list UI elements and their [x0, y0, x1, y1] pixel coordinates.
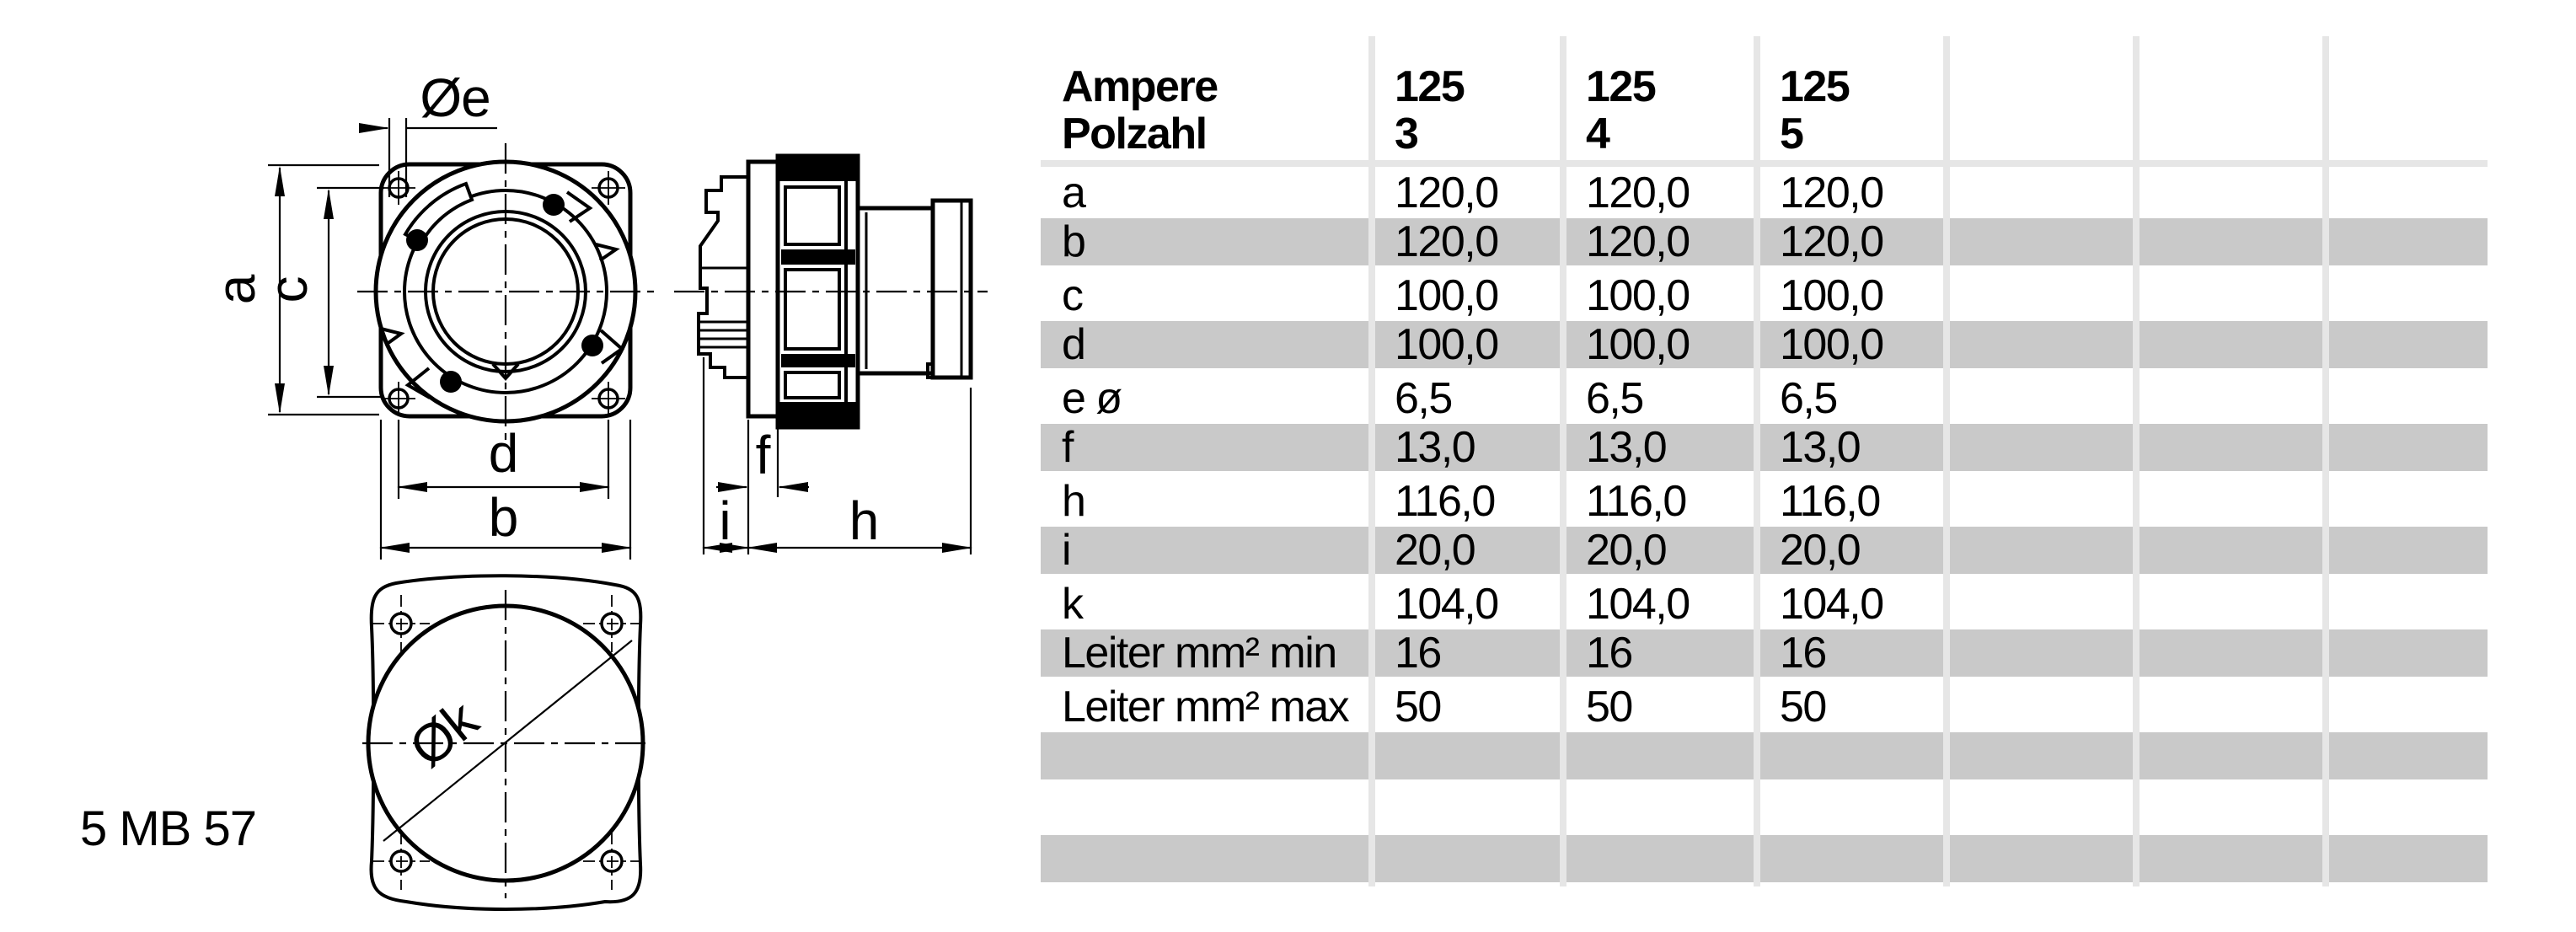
dim-label-f: f [755, 425, 770, 485]
row-label [1041, 732, 1372, 779]
row-value [1947, 784, 2136, 835]
header-empty-cell [2326, 36, 2488, 160]
row-value: 20,0 [1780, 527, 1861, 574]
column-divider [1754, 36, 1760, 886]
product-code: 5 MB 57 [80, 801, 256, 856]
table-row [1041, 527, 2488, 578]
row-label: a [1062, 168, 1085, 217]
header-polzahl-label: Polzahl [1062, 110, 1207, 158]
header-column [1757, 36, 1947, 160]
header-polzahl-value: 3 [1395, 110, 1418, 158]
row-value: 116,0 [1586, 476, 1686, 526]
table-row [1041, 629, 2488, 681]
table-row [1041, 218, 2488, 270]
row-label: k [1062, 579, 1083, 629]
row-value: 20,0 [1586, 527, 1667, 574]
row-value [1757, 732, 1947, 779]
column-divider [2133, 36, 2140, 886]
header-label-cell [1041, 36, 1372, 160]
column-divider [2322, 36, 2329, 886]
mounting-flange [748, 162, 778, 416]
lug-dot [543, 194, 565, 216]
table-row [1041, 270, 2488, 321]
row-label: Leiter mm² min [1062, 629, 1336, 677]
row-value [2326, 167, 2488, 218]
row-value: 50 [1586, 682, 1632, 731]
row-value [2136, 372, 2326, 424]
row-value [2326, 835, 2488, 882]
header-empty-cell [2136, 36, 2326, 160]
row-value [2136, 527, 2326, 574]
row-value [1372, 835, 1563, 882]
header-ampere-value: 125 [1586, 62, 1656, 111]
row-value [1947, 681, 2136, 732]
header-ampere-label: Ampere [1062, 62, 1218, 111]
dim-label-b: b [488, 487, 518, 548]
technical-drawing [0, 0, 1041, 932]
row-value [2326, 372, 2488, 424]
bottom-view [362, 576, 649, 909]
row-value: 120,0 [1780, 218, 1883, 265]
header-divider [1041, 160, 2488, 167]
row-value [1757, 835, 1947, 882]
dim-label-c: c [258, 276, 319, 303]
row-value [1947, 372, 2136, 424]
row-value: 100,0 [1586, 321, 1690, 368]
row-value: 13,0 [1780, 424, 1861, 471]
table-row [1041, 835, 2488, 886]
row-value [1947, 732, 2136, 779]
row-value: 104,0 [1780, 579, 1883, 629]
row-value: 6,5 [1395, 373, 1452, 423]
row-label [1041, 835, 1372, 882]
lug-dot [406, 229, 428, 251]
header-ampere-value: 125 [1780, 62, 1850, 111]
row-value [1947, 527, 2136, 574]
dim-label-e: Øe [420, 67, 490, 128]
table-row [1041, 681, 2488, 732]
row-value: 100,0 [1395, 270, 1498, 320]
table-header [1041, 36, 2488, 160]
row-value: 100,0 [1586, 270, 1690, 320]
column-divider [1560, 36, 1566, 886]
row-label: f [1062, 424, 1073, 471]
table-rows [1041, 167, 2488, 886]
row-value: 116,0 [1780, 476, 1880, 526]
row-value [2326, 527, 2488, 574]
row-value [1947, 629, 2136, 677]
row-value [2326, 681, 2488, 732]
row-value [1947, 578, 2136, 629]
row-value: 13,0 [1586, 424, 1667, 471]
row-value: 16 [1395, 629, 1441, 677]
row-value [2326, 218, 2488, 265]
row-value [1563, 835, 1757, 882]
row-value [1947, 475, 2136, 527]
row-value [2326, 784, 2488, 835]
row-value [1947, 218, 2136, 265]
row-value [2136, 270, 2326, 321]
table-row [1041, 372, 2488, 424]
dim-label-d: d [488, 423, 518, 484]
column-divider [1368, 36, 1375, 886]
table-row [1041, 321, 2488, 372]
lug-dot [581, 335, 603, 356]
row-value: 6,5 [1586, 373, 1643, 423]
dim-label-a: a [206, 275, 266, 305]
row-value: 116,0 [1395, 476, 1495, 526]
table-row [1041, 475, 2488, 527]
row-value: 104,0 [1586, 579, 1690, 629]
row-value: 120,0 [1586, 168, 1690, 217]
header-polzahl-value: 4 [1586, 110, 1609, 158]
row-value: 120,0 [1395, 168, 1498, 217]
dim-label-k: Øk [398, 688, 489, 779]
row-value [1947, 270, 2136, 321]
cable-sleeve [933, 201, 971, 378]
row-label: d [1062, 321, 1085, 368]
row-value [1372, 784, 1563, 835]
header-empty-cell [1947, 36, 2136, 160]
row-value [2136, 578, 2326, 629]
row-label [1041, 784, 1372, 835]
table-row [1041, 732, 2488, 784]
row-label: e ø [1062, 373, 1122, 423]
row-value: 20,0 [1395, 527, 1475, 574]
row-value [2136, 732, 2326, 779]
row-label: b [1062, 218, 1085, 265]
row-value: 6,5 [1780, 373, 1837, 423]
table-row [1041, 167, 2488, 218]
side-view [674, 156, 988, 427]
row-value: 50 [1395, 682, 1441, 731]
row-label: i [1062, 527, 1071, 574]
row-value [2326, 321, 2488, 368]
row-value [2136, 321, 2326, 368]
row-value [2326, 424, 2488, 471]
row-value: 104,0 [1395, 579, 1498, 629]
row-label: c [1062, 270, 1083, 320]
row-value [1947, 835, 2136, 882]
header-ampere-value: 125 [1395, 62, 1465, 111]
row-value: 16 [1586, 629, 1632, 677]
row-value: 100,0 [1780, 270, 1883, 320]
row-value [1757, 784, 1947, 835]
row-value [2326, 578, 2488, 629]
row-value [2136, 218, 2326, 265]
row-value: 16 [1780, 629, 1826, 677]
row-value [2136, 835, 2326, 882]
row-value [2326, 270, 2488, 321]
row-value: 120,0 [1395, 218, 1498, 265]
row-value [2136, 424, 2326, 471]
row-value [2136, 475, 2326, 527]
row-value [1372, 732, 1563, 779]
row-value [2326, 629, 2488, 677]
row-value [1947, 167, 2136, 218]
header-polzahl-value: 5 [1780, 110, 1803, 158]
row-value [2136, 629, 2326, 677]
row-value [2136, 784, 2326, 835]
dim-label-i: i [719, 490, 731, 551]
header-column [1563, 36, 1757, 160]
row-value: 120,0 [1586, 218, 1690, 265]
front-view [357, 143, 654, 440]
row-value [1947, 321, 2136, 368]
row-value: 50 [1780, 682, 1826, 731]
row-value: 13,0 [1395, 424, 1475, 471]
row-value [1563, 732, 1757, 779]
row-value [2326, 732, 2488, 779]
table-row [1041, 784, 2488, 835]
row-value: 120,0 [1780, 168, 1883, 217]
row-value: 100,0 [1395, 321, 1498, 368]
row-value [2136, 681, 2326, 732]
lug-dot [440, 371, 462, 393]
row-value [1563, 784, 1757, 835]
dimension-table [1041, 36, 2488, 886]
row-value [2326, 475, 2488, 527]
row-label: h [1062, 476, 1085, 526]
header-column [1372, 36, 1563, 160]
row-label: Leiter mm² max [1062, 682, 1349, 731]
dim-label-h: h [849, 490, 879, 551]
table-row [1041, 578, 2488, 629]
column-divider [1943, 36, 1950, 886]
row-value [1947, 424, 2136, 471]
row-value: 100,0 [1780, 321, 1883, 368]
row-value [2136, 167, 2326, 218]
table-row [1041, 424, 2488, 475]
